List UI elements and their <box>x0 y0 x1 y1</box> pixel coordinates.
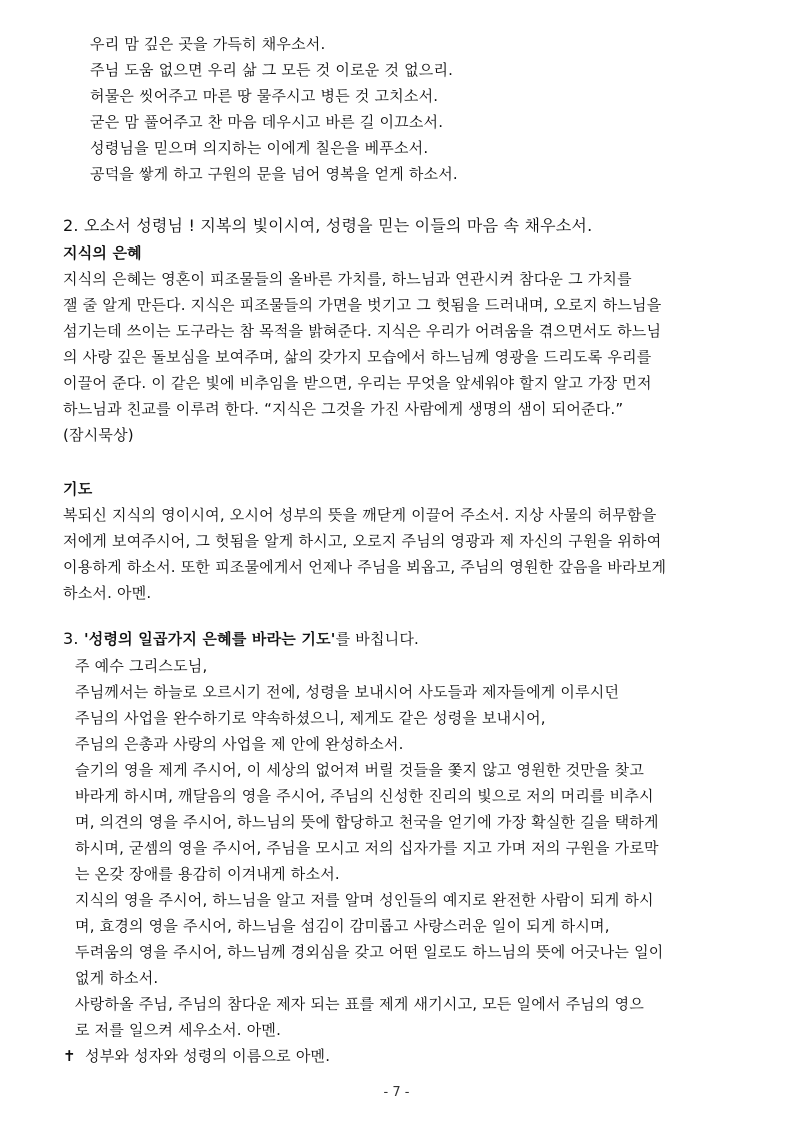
paragraph-line: 지식의 은혜는 영혼이 피조물들의 올바른 가치를, 하느님과 연관시켜 참다운 그 가치를 <box>63 270 632 288</box>
section-3-title: '성령의 일곱가지 은혜를 바라는 기도' <box>83 630 336 648</box>
prayer-line: 하시며, 굳셈의 영을 주시어, 주님을 모시고 저의 십자가를 지고 가며 저의 구원을 가로막 <box>75 839 659 857</box>
closing-text: 성부와 성자와 성령의 이름으로 아멘. <box>85 1047 331 1065</box>
prayer-line: 지식의 영을 주시어, 하느님을 알고 저를 알며 성인들의 예지로 완전한 사람이 되게 하시 <box>75 891 654 909</box>
closing-line <box>63 1046 330 1066</box>
prayer-line: 며, 의견의 영을 주시어, 하느님의 뜻에 합당하고 천국을 얻기에 가장 확실한 길을 택하게 <box>75 813 659 831</box>
prayer-heading: 기도 <box>63 480 93 498</box>
section-3-heading <box>63 629 419 649</box>
paragraph-line: 의 사랑 깊은 돌보심을 보여주며, 삶의 갖가지 모습에서 하느님께 영광을 드리도록 우리를 <box>63 348 652 366</box>
section-3-title-rest: 를 바칩니다. <box>335 630 419 648</box>
cross-icon: ✝ <box>63 1047 76 1065</box>
paragraph-line: (잠시묵상) <box>63 426 134 444</box>
section-3-number: 3. <box>63 629 79 648</box>
prayer-line: 하소서. 아멘. <box>63 584 152 602</box>
page-number: - 7 - <box>383 1085 410 1100</box>
paragraph-line: 이끌어 준다. 이 같은 빛에 비추임을 받으면, 우리는 무엇을 앞세워야 할지 알고 가장 먼저 <box>63 374 652 392</box>
paragraph-line: 섬기는데 쓰이는 도구라는 참 목적을 밝혀준다. 지식은 우리가 어려움을 겪으면서도 하느님 <box>63 322 662 340</box>
paragraph-line: 잴 줄 알게 만든다. 지식은 피조물들의 가면을 벗기고 그 헛됨을 드러내며, 오로지 하느님을 <box>63 296 662 314</box>
prayer-line: 며, 효경의 영을 주시어, 하느님을 섬김이 감미롭고 사랑스러운 일이 되게 하시며, <box>75 917 610 935</box>
prayer-line: 바라게 하시며, 깨달음의 영을 주시어, 주님의 신성한 진리의 빛으로 저의 머리를 비추시 <box>75 787 654 805</box>
section-2-heading: 2. 오소서 성령님 ! 지복의 빛이시여, 성령을 믿는 이들의 마음 속 채우소서. <box>63 216 593 235</box>
prayer-line: 사랑하올 주님, 주님의 참다운 제자 되는 표를 제게 새기시고, 모든 일에서 주님의 영으 <box>75 995 645 1013</box>
prayer-line: 주님께서는 하늘로 오르시기 전에, 성령을 보내시어 사도들과 제자들에게 이루시던 <box>75 683 620 701</box>
intro-line: 주님 도움 없으면 우리 삶 그 모든 것 이로운 것 없으리. <box>90 61 454 79</box>
prayer-line: 복되신 지식의 영이시여, 오시어 성부의 뜻을 깨닫게 이끌어 주소서. 지상 사물의 허무함을 <box>63 506 657 524</box>
paragraph-line: 하느님과 친교를 이루려 한다. “지식은 그것을 가진 사람에게 생명의 샘이 되어준다.” <box>63 400 624 418</box>
section-2-subheading: 지식의 은혜 <box>63 244 142 262</box>
prayer-line: 두려움의 영을 주시어, 하느님께 경외심을 갖고 어떤 일로도 하느님의 뜻에 어긋나는 일이 <box>75 943 664 961</box>
intro-line: 굳은 맘 풀어주고 찬 마음 데우시고 바른 길 이끄소서. <box>90 113 444 131</box>
prayer-line: 저에게 보여주시어, 그 헛됨을 알게 하시고, 오로지 주님의 영광과 제 자신의 구원을 위하여 <box>63 532 662 550</box>
prayer-line: 는 온갖 장애를 용감히 이겨내게 하소서. <box>75 865 340 883</box>
prayer-line: 없게 하소서. <box>75 969 159 987</box>
intro-line: 우리 맘 깊은 곳을 가득히 채우소서. <box>90 35 326 53</box>
intro-line: 공덕을 쌓게 하고 구원의 문을 넘어 영복을 얻게 하소서. <box>90 165 458 183</box>
prayer-line: 이용하게 하소서. 또한 피조물에게서 언제나 주님을 뵈옵고, 주님의 영원한 갚음을 바라보게 <box>63 558 667 576</box>
prayer-line: 로 저를 일으켜 세우소서. 아멘. <box>75 1021 282 1039</box>
prayer-line: 주님의 사업을 완수하기로 약속하셨으니, 제게도 같은 성령을 보내시어, <box>75 709 546 727</box>
intro-line: 허물은 씻어주고 마른 땅 물주시고 병든 것 고치소서. <box>90 87 439 105</box>
intro-line: 성령님을 믿으며 의지하는 이에게 칠은을 베푸소서. <box>90 139 429 157</box>
prayer-line: 주님의 은총과 사랑의 사업을 제 안에 완성하소서. <box>75 735 404 753</box>
prayer-line: 주 예수 그리스도님, <box>75 657 208 675</box>
prayer-line: 슬기의 영을 제게 주시어, 이 세상의 없어져 버릴 것들을 쫓지 않고 영원한 것만을 찾고 <box>75 761 645 779</box>
